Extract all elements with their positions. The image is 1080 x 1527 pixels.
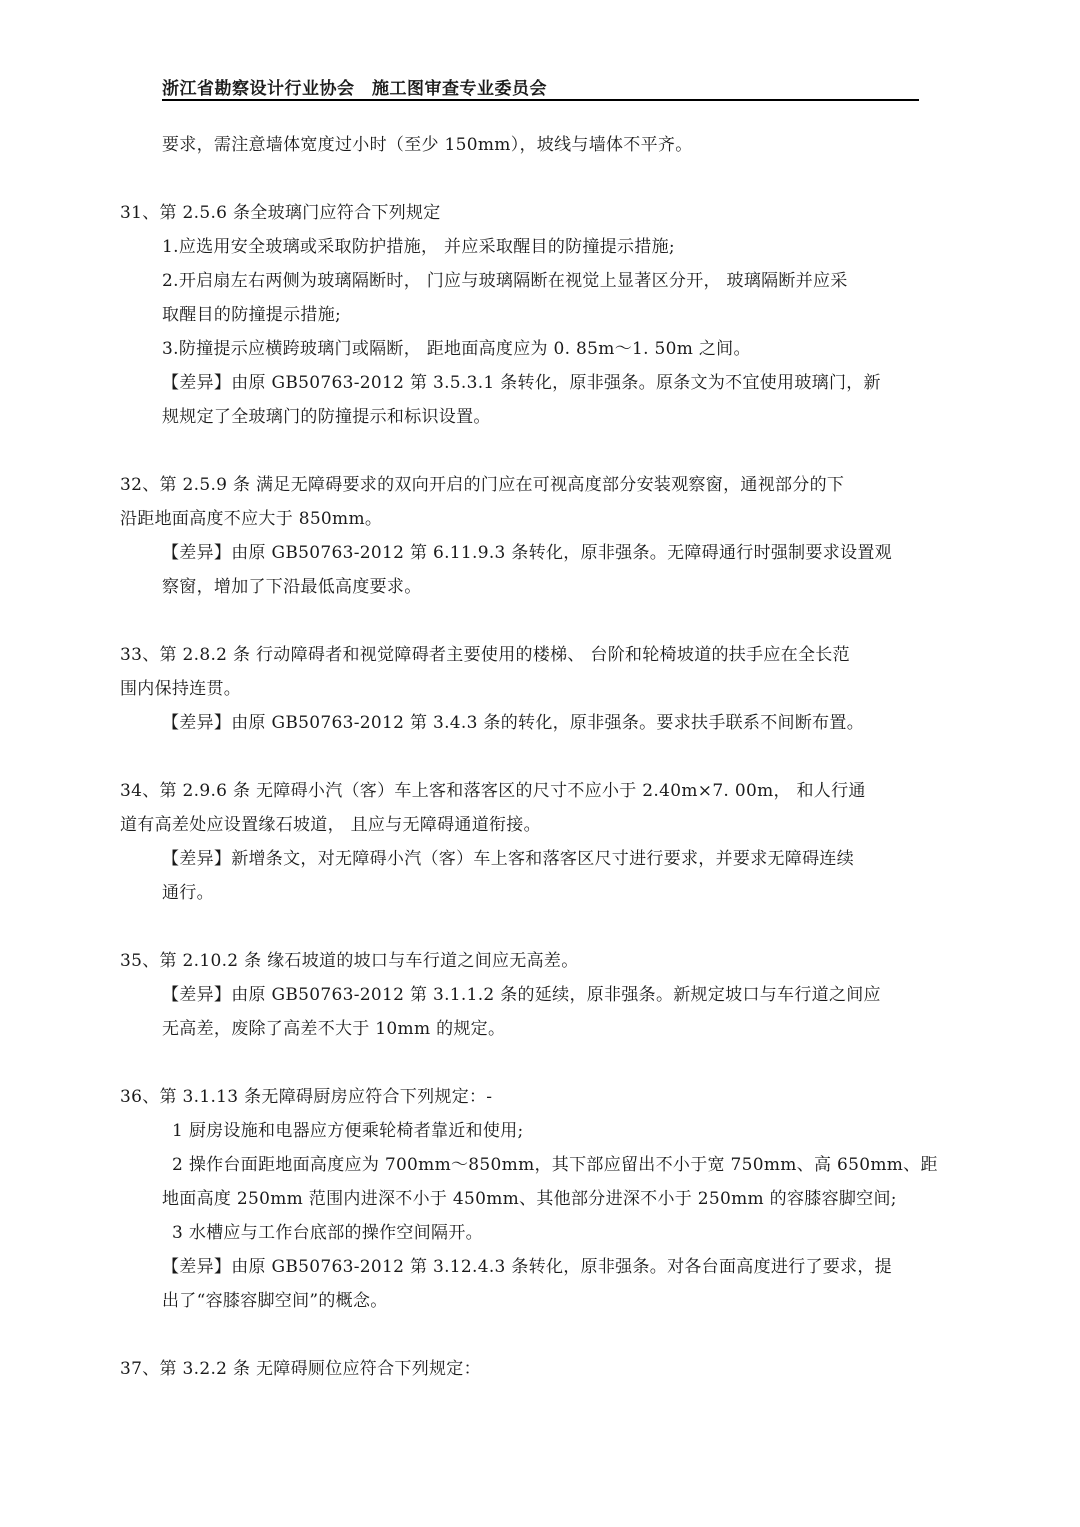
clause-list [120, 196, 938, 1386]
clause-line: 【差异】由原 GB50763-2012 第 3.5.3.1 条转化，原非强条。原条文为不宜使用玻璃门，新 [162, 373, 881, 393]
clause-line: 【差异】由原 GB50763-2012 第 3.12.4.3 条转化，原非强条。对各台面高度进行了要求，提 [162, 1257, 892, 1277]
clause-block [120, 1352, 920, 1386]
clause-heading: 35、第 2.10.2 条 缘石坡道的坡口与车行道之间应无高差。 [120, 951, 579, 971]
header-divider [162, 99, 919, 101]
clause-line: 【差异】由原 GB50763-2012 第 6.11.9.3 条转化，原非强条。无障碍通行时强制要求设置观 [162, 543, 892, 563]
clause-heading: 36、第 3.1.13 条无障碍厨房应符合下列规定：- [120, 1087, 493, 1107]
clause-line: 【差异】新增条文，对无障碍小汽（客）车上客和落客区尺寸进行要求，并要求无障碍连续 [162, 849, 854, 869]
clause-line: 2.开启扇左右两侧为玻璃隔断时， 门应与玻璃隔断在视觉上显著区分开， 玻璃隔断并应采 [162, 271, 848, 291]
clause-block [120, 1080, 938, 1318]
clause-line: 规规定了全玻璃门的防撞提示和标识设置。 [162, 407, 491, 427]
clause-line: 通行。 [162, 883, 214, 903]
clause-line: 围内保持连贯。 [120, 679, 242, 699]
clause-line: 无高差，废除了高差不大于 10mm 的规定。 [162, 1019, 506, 1039]
clause-heading: 33、第 2.8.2 条 行动障碍者和视觉障碍者主要使用的楼梯、 台阶和轮椅坡道的扶手应在全长范 [120, 645, 850, 665]
clause-line: 取醒目的防撞提示措施; [162, 305, 342, 325]
clause-heading: 37、第 3.2.2 条 无障碍厕位应符合下列规定： [120, 1359, 481, 1379]
clause-heading: 34、第 2.9.6 条 无障碍小汽（客）车上客和落客区的尺寸不应小于 2.40m×7. 00m， 和人行通 [120, 781, 866, 801]
clause-line: 1.应选用安全玻璃或采取防护措施， 并应采取醒目的防撞提示措施; [162, 237, 675, 257]
clause-line: 2 操作台面距地面高度应为 700mm～850mm，其下部应留出不小于宽 750mm、高 650mm、距 [172, 1155, 938, 1175]
page-header: 浙江省勘察设计行业协会 施工图审查专业委员会 [162, 79, 547, 99]
clause-heading: 32、第 2.5.9 条 满足无障碍要求的双向开启的门应在可视高度部分安装观察窗，通视部分的下 [120, 475, 845, 495]
clause-line: 地面高度 250mm 范围内进深不小于 450mm、其他部分进深不小于 250mm 的容膝容脚空间; [162, 1189, 897, 1209]
clause-block [120, 196, 920, 434]
intro-paragraph: 要求，需注意墙体宽度过小时（至少 150mm），坡线与墙体不平齐。 [162, 135, 693, 155]
clause-line: 3.防撞提示应横跨玻璃门或隔断， 距地面高度应为 0. 85m～1. 50m 之间。 [162, 339, 751, 359]
clause-line: 道有高差处应设置缘石坡道， 且应与无障碍通道衔接。 [120, 815, 541, 835]
clause-block [120, 774, 920, 910]
clause-block [120, 638, 920, 740]
clause-line: 察窗，增加了下沿最低高度要求。 [162, 577, 422, 597]
clause-line: 1 厨房设施和电器应方便乘轮椅者靠近和使用; [172, 1121, 524, 1141]
clause-line: 沿距地面高度不应大于 850mm。 [120, 509, 383, 529]
document-body [120, 128, 938, 1386]
clause-line: 【差异】由原 GB50763-2012 第 3.4.3 条的转化，原非强条。要求扶手联系不间断布置。 [162, 713, 865, 733]
clause-heading: 31、第 2.5.6 条全玻璃门应符合下列规定 [120, 203, 441, 223]
clause-line: 出了“容膝容脚空间”的概念。 [162, 1291, 388, 1311]
clause-line: 【差异】由原 GB50763-2012 第 3.1.1.2 条的延续，原非强条。新规定坡口与车行道之间应 [162, 985, 881, 1005]
clause-block [120, 468, 920, 604]
clause-line: 3 水槽应与工作台底部的操作空间隔开。 [172, 1223, 483, 1243]
clause-block [120, 944, 920, 1046]
